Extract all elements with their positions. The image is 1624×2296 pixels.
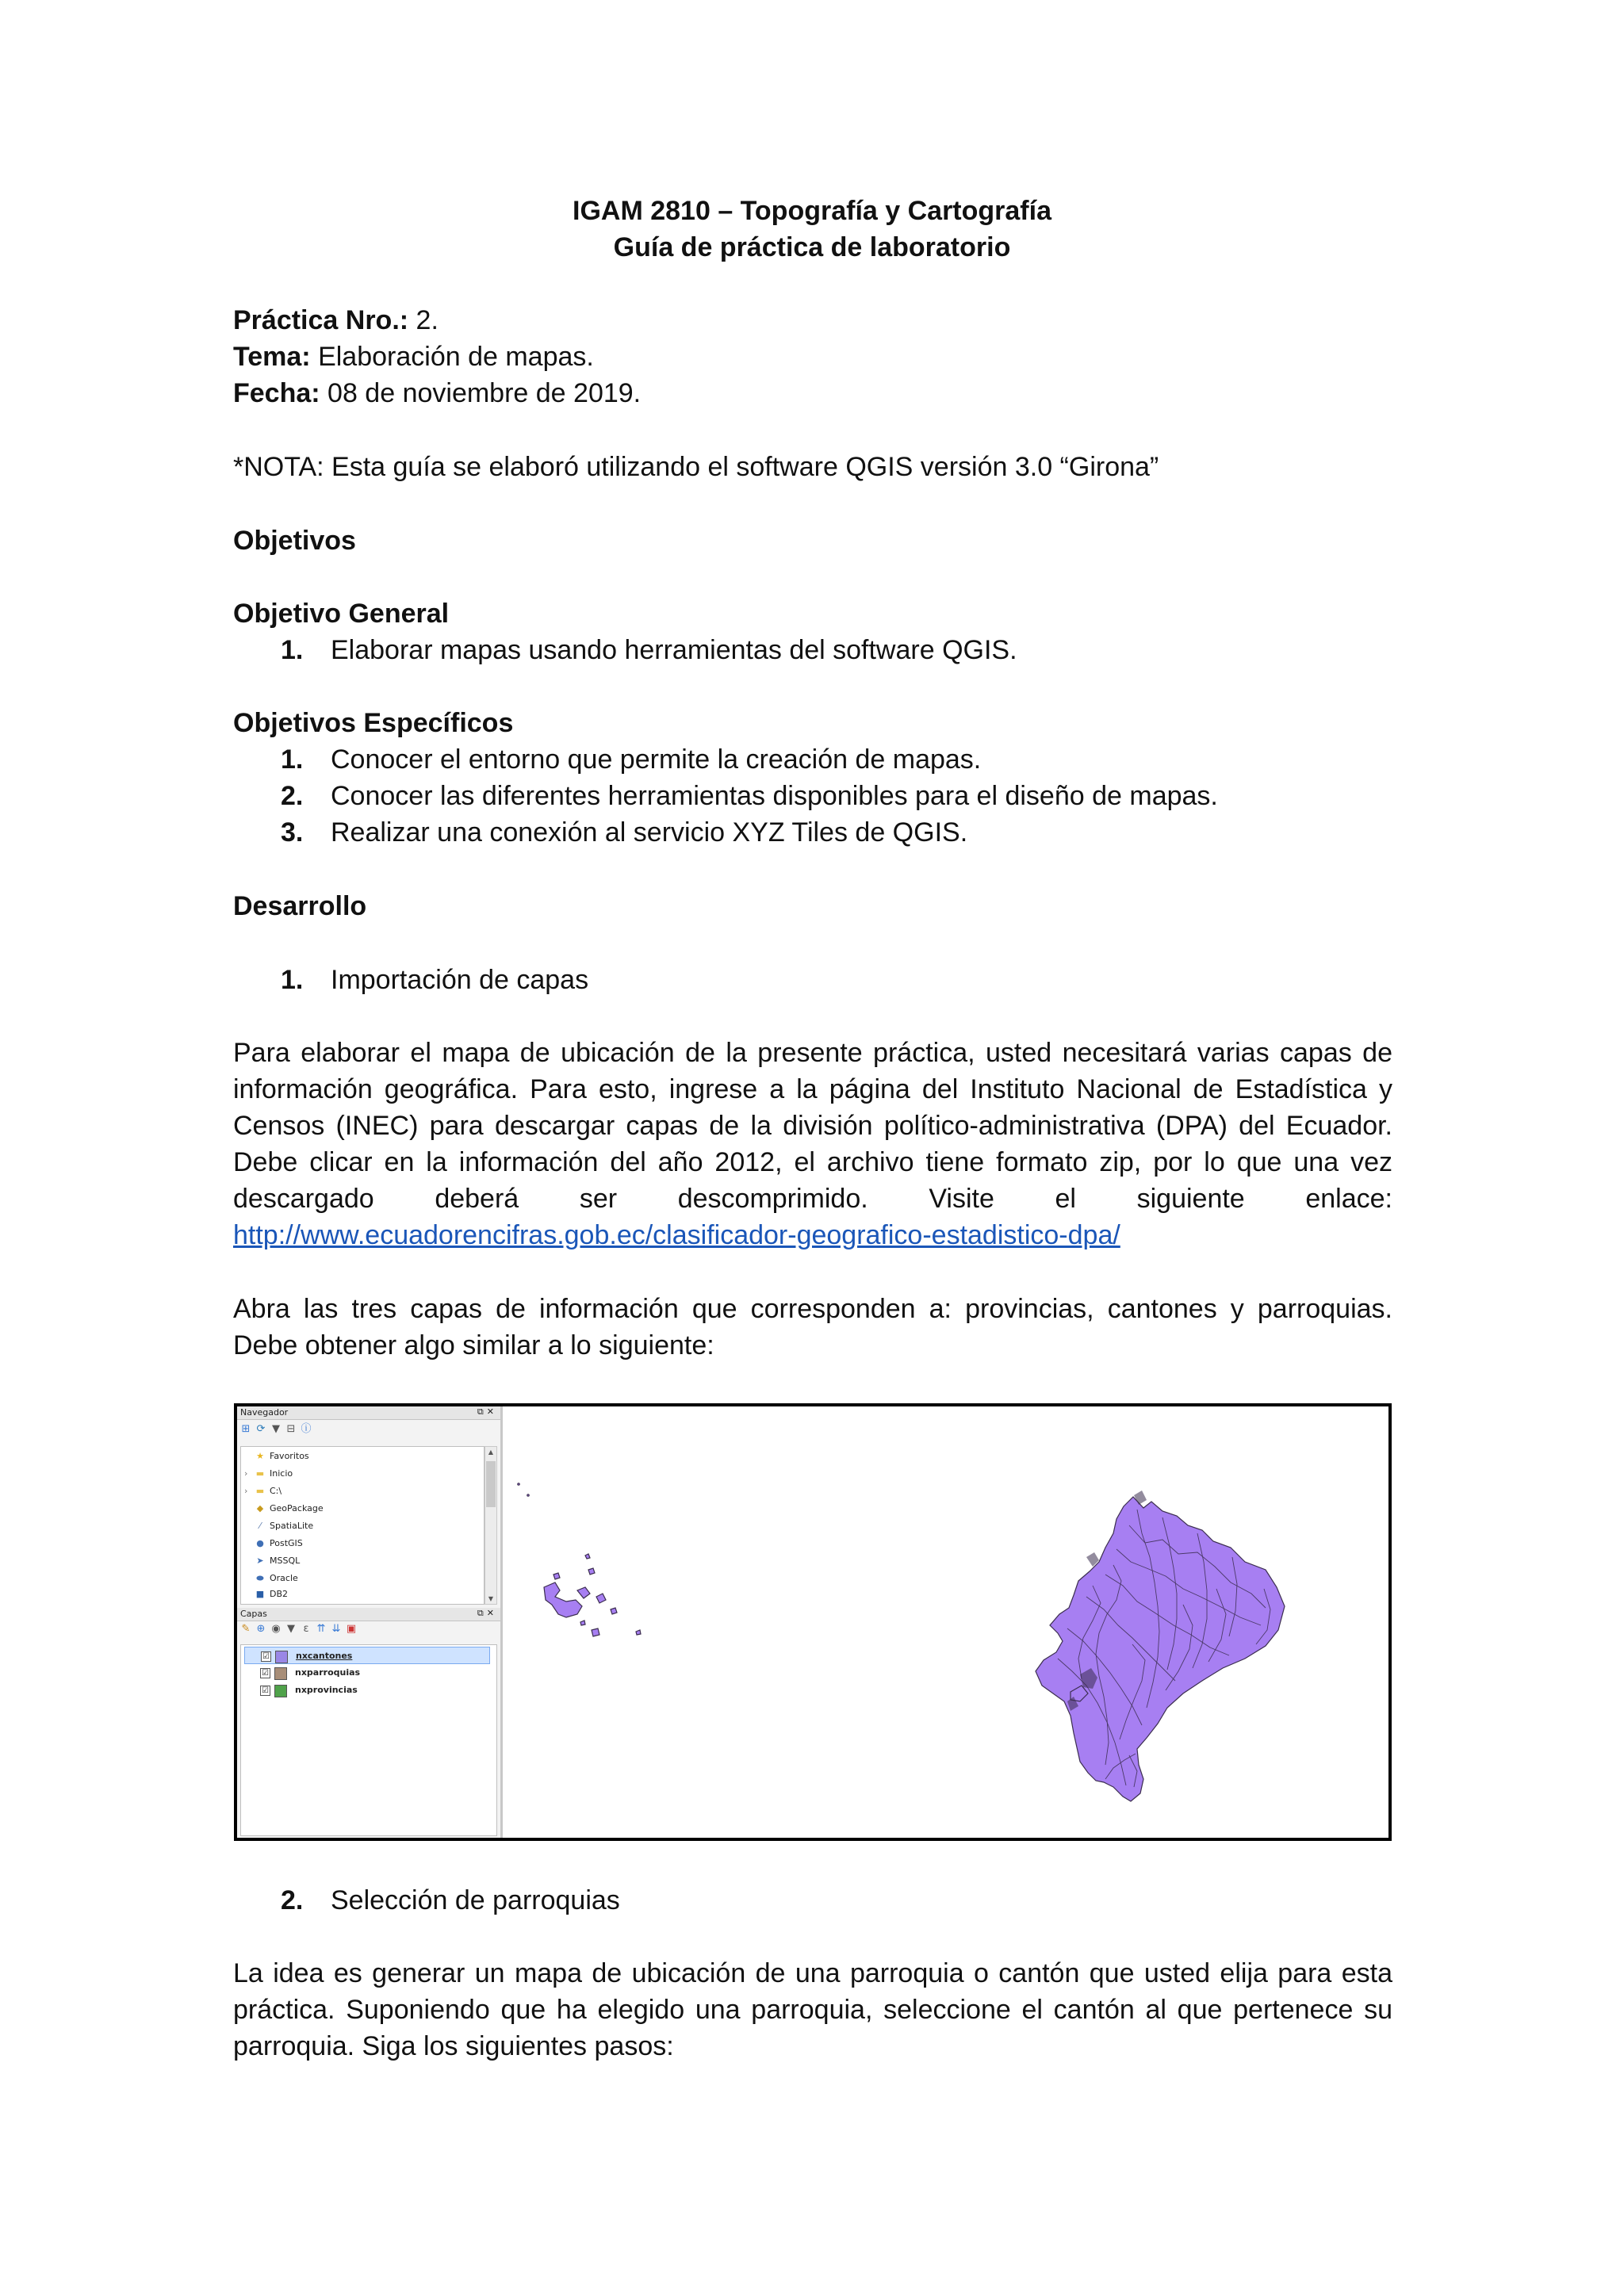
galapagos-island [611,1608,617,1614]
style-brush-icon[interactable]: ✎ [241,1623,251,1635]
practica-label: Práctica Nro.: [233,305,409,335]
navigator-title: Navegador [240,1407,289,1418]
layer-name: nxcantones [296,1651,353,1661]
layer-color-swatch [274,1667,287,1680]
step1-number: 1. [281,965,304,995]
step2-title: Selección de parroquias [331,1885,620,1915]
info-icon[interactable]: ⓘ [301,1423,312,1435]
nota-text: *NOTA: Esta guía se elaboró utilizando el software QGIS versión 3.0 “Girona” [233,452,1159,482]
especifico-item-text: Conocer el entorno que permite la creación de mapas. [331,744,982,775]
paragraph-line: Abra las tres capas de información que corresponden a: provincias, cantones y parroquias. [233,1294,1392,1324]
fecha-line [233,375,641,411]
fecha-value: 08 de noviembre de 2019. [327,378,642,408]
galapagos-island [596,1594,606,1603]
tree-item-db2[interactable]: ■ DB2 [244,1586,288,1602]
desarrollo-heading: Desarrollo [233,891,367,921]
especifico-item-number: 2. [281,781,304,811]
layers-tree [240,1644,497,1836]
map-canvas[interactable] [503,1406,1388,1838]
tree-item-oracle[interactable]: ⬬ Oracle [244,1571,298,1586]
tema-line [233,339,594,375]
general-item-number: 1. [281,635,304,665]
paragraph-line: parroquia. Siga los siguientes pasos: [233,2031,674,2061]
especifico-item-number: 3. [281,817,304,848]
layer-color-swatch [274,1685,287,1697]
inec-link[interactable]: http://www.ecuadorencifras.gob.ec/clasificador-geografico-estadistico-dpa/ [233,1220,1120,1250]
layer-visibility-checkbox[interactable]: ☑ [260,1668,270,1678]
expand-arrow-icon: › [244,1468,248,1479]
tree-item-inicio[interactable]: › ▬ Inicio [244,1466,293,1482]
galapagos-island [636,1630,641,1635]
tree-item-drive[interactable]: › ▬ C:\ [244,1483,282,1499]
fecha-label: Fecha: [233,378,320,408]
db2-icon: ■ [255,1589,265,1599]
collapse-all-icon[interactable]: ⇊ [331,1623,341,1635]
add-group-icon[interactable]: ⊕ [256,1623,266,1635]
layer-visibility-checkbox[interactable]: ☑ [261,1651,271,1662]
step2-number: 2. [281,1885,304,1915]
tree-item-spatialite[interactable]: ⁄ SpatiaLite [244,1518,313,1534]
paragraph-line: Debe clicar en la información del año 2012, el archivo tiene formato zip, por lo que una vez [233,1147,1392,1177]
paragraph-line: La idea es generar un mapa de ubicación de una parroquia o cantón que usted elija para esta [233,1958,1392,1988]
galapagos-isabela-island [544,1582,582,1617]
layer-name: nxprovincias [295,1685,358,1695]
layer-row[interactable] [244,1682,490,1699]
especifico-item-text: Realizar una conexión al servicio XYZ Tiles de QGIS. [331,817,968,848]
panel-controls[interactable]: ⧉✕ [477,1406,497,1417]
scroll-up-icon: ▲ [488,1448,494,1456]
navigator-toolbar [240,1424,316,1440]
galapagos-island [592,1628,599,1636]
galapagos-island [580,1621,585,1625]
especifico-item-text: Conocer las diferentes herramientas disponibles para el diseño de mapas. [331,781,1218,811]
course-title: IGAM 2810 – Topografía y Cartografía [573,196,1051,226]
geopackage-icon: ◆ [256,1503,264,1513]
galapagos-island [585,1554,590,1559]
refresh-icon[interactable]: ⟳ [256,1423,266,1435]
layer-color-swatch [275,1651,288,1663]
mssql-icon: ➤ [256,1556,264,1566]
oracle-icon: ⬬ [256,1573,264,1583]
layer-row[interactable] [244,1664,490,1682]
navigator-tree [240,1446,485,1605]
expand-arrow-icon: › [244,1486,248,1496]
navigator-scrollbar[interactable] [485,1446,497,1605]
folder-icon: ▬ [255,1486,265,1496]
ecuador-map [503,1406,1388,1838]
remove-layer-icon[interactable]: ▣ [346,1623,357,1635]
layers-panel-title [237,1608,500,1621]
expand-all-icon[interactable]: ⇈ [316,1623,326,1635]
tree-item-geopackage[interactable]: ◆ GeoPackage [244,1501,324,1517]
navigator-panel-title [237,1406,500,1420]
filter-icon[interactable]: ▼ [287,1623,295,1635]
layer-name: nxparroquias [295,1667,361,1678]
paragraph-line: descargado deberá ser descomprimido. Visite el siguiente enlace: [233,1184,1392,1214]
folder-icon: ▬ [255,1468,265,1479]
panel-controls[interactable]: ⧉✕ [477,1608,497,1618]
ecuador-mainland [1036,1497,1285,1801]
tema-value: Elaboración de mapas. [318,342,594,372]
layer-visibility-checkbox[interactable]: ☑ [260,1686,270,1696]
layers-title: Capas [240,1609,267,1619]
galapagos-islet [518,1483,519,1485]
visibility-icon[interactable]: ◉ [271,1623,281,1635]
filter-icon[interactable]: ▼ [272,1423,280,1435]
guide-title: Guía de práctica de laboratorio [613,232,1011,262]
galapagos-island [553,1573,560,1579]
star-icon: ★ [256,1451,264,1461]
galapagos-island [588,1568,595,1575]
layer-row[interactable] [244,1647,490,1664]
paragraph-line: Censos (INEC) para descargar capas de la división político-administrativa (DPA) del Ecuador. [233,1111,1392,1141]
spatialite-icon: ⁄ [259,1521,261,1531]
postgis-icon: ● [256,1538,264,1548]
qgis-screenshot [234,1403,1392,1841]
paragraph-line: práctica. Suponiendo que ha elegido una parroquia, seleccione el cantón al que pertenece su [233,1995,1392,2025]
step1-title: Importación de capas [331,965,589,995]
qgis-left-panel [237,1406,503,1838]
general-item-text: Elaborar mapas usando herramientas del software QGIS. [331,635,1017,665]
collapse-icon[interactable]: ⊟ [286,1423,296,1435]
objetivo-general-heading: Objetivo General [233,599,450,629]
practica-value: 2. [416,305,439,335]
add-selected-icon[interactable]: ⊞ [241,1423,251,1435]
tree-item-favoritos[interactable]: ★ Favoritos [244,1448,309,1464]
objetivos-especificos-heading: Objetivos Específicos [233,708,514,738]
tree-item-mssql[interactable]: ➤ MSSQL [244,1553,300,1569]
tema-label: Tema: [233,342,311,372]
galapagos-islet [527,1494,529,1496]
especifico-item-number: 1. [281,744,304,775]
practica-line [233,302,439,339]
scroll-down-icon: ▼ [488,1595,494,1602]
layers-toolbar [240,1624,361,1640]
galapagos-island [577,1587,590,1598]
paragraph-line: Para elaborar el mapa de ubicación de la presente práctica, usted necesitará varias capas de [233,1038,1392,1068]
objetivos-heading: Objetivos [233,526,356,556]
paragraph-line: información geográfica. Para esto, ingrese a la página del Instituto Nacional de Estadística y [233,1074,1392,1104]
tree-item-postgis[interactable]: ● PostGIS [244,1536,303,1552]
paragraph-line: Debe obtener algo similar a lo siguiente: [233,1330,714,1360]
scrollbar-thumb[interactable] [486,1461,496,1507]
filter-expression-icon[interactable]: ε [303,1623,309,1635]
